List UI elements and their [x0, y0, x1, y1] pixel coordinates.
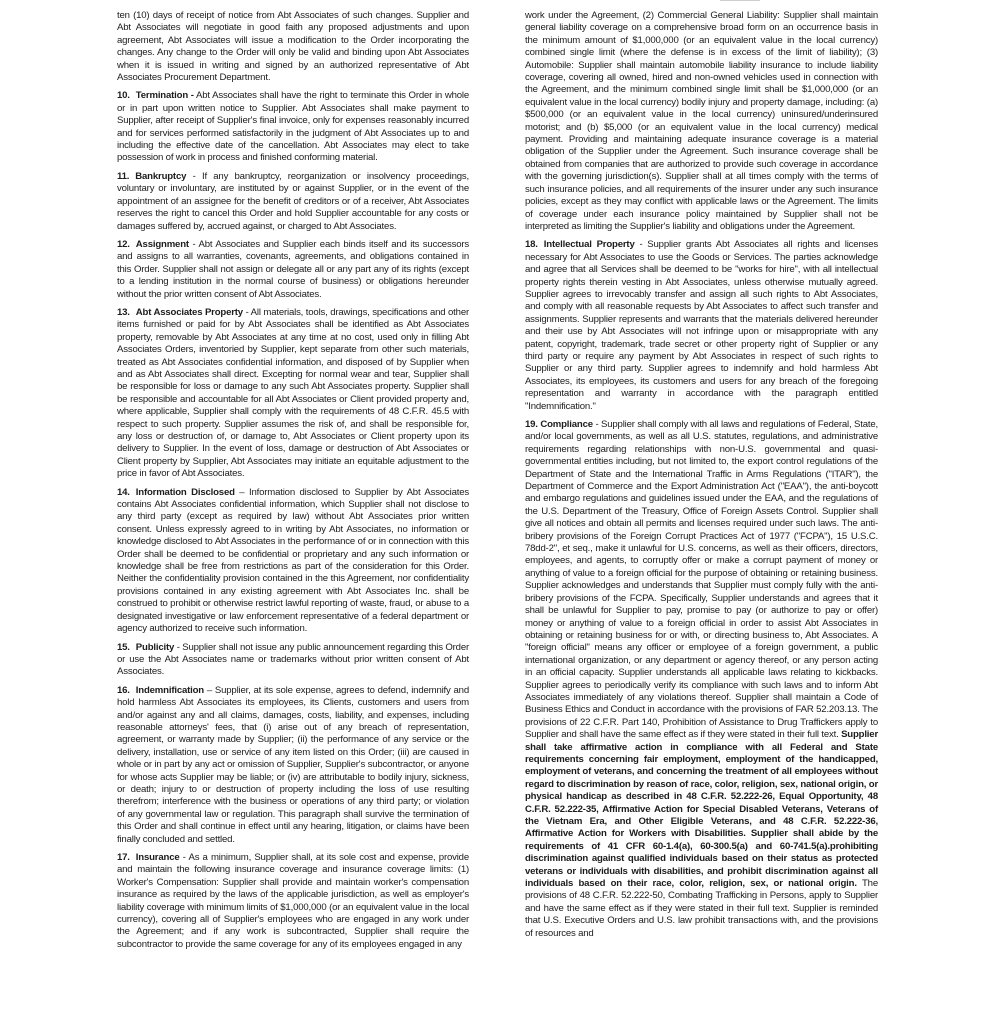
left-column — [117, 10, 469, 957]
section-11-bankruptcy: 11. Bankruptcy - If any bankruptcy, reorganization or insolvency proceedings, voluntary or involuntary, are instituted by or against Supplier, or in the event of the appointment of an assignee for the benefit of creditors or of a receiver, Abt Associates reserves the right to cancel this Order and hold Supplier accountable for any costs or damages suffered by, accrued against, or charged to Abt Associates. — [117, 170, 469, 232]
continued-paragraph: work under the Agreement, (2) Commercial General Liability: Supplier shall maintain general liability coverage on a comprehensive broad form on an occurrence basis in the minimum amount of $1,000,000 (or an equivalent value in the local currency) combined single limit (where the defense is in excess of the limit of liability); (3) Automobile: Supplier shall maintain automobile liability insurance to include liability coverage, covering all owned, hired and non-owned vehicles used in connection with the Agreement, and the minimum combined single limit shall be $1,000,000 (or an equivalent value in the local currency) bodily injury and property damage, including: (a) $500,000 (or an equivalent value in the local currency) uninsured/underinsured motorist; and (b) $5,000 (or an equivalent value in the local currency) medical payment. Providing and maintaining adequate insurance coverage is a material obligation of the Supplier under the Agreement. Such insurance coverage shall be obtained from companies that are authorized to provide such coverage in accordance with the governing jurisdiction(s). Supplier shall at all times comply with the terms of such insurance policies, and all requirements of the insurer under any such insurance policies, except as they may conflict with applicable laws or the Agreement. The limits of coverage under each insurance policy maintained by Supplier shall not be interpreted as limiting the Supplier's liability and obligations under the Agreement. — [525, 10, 878, 232]
section-13-abt-property: 13. Abt Associates Property - All materials, tools, drawings, specifications and other items furnished or paid for by Abt Associates shall be identified as Abt Associates property, removable by Abt Associates at any time at no cost, used only in filling Abt Associates Orders, inventoried by Supplier, kept separate from other such materials, treated as Abt Associates confidential information, and disposed of by Supplier when and as Abt Associates shall direct. Excepting for normal wear and tear, Supplier shall be responsible for loss or damage to any such Abt Associates property. Supplier shall be responsible and accountable for all Abt Associates or Client provided property and, where applicable, Supplier shall comply with the requirements of 48 C.F.R. 45.5 with respect to such property. Supplier assumes the risk of, and shall be responsible for, any loss or destruction of, or damage to, Abt Associates or Client property upon its delivery to Supplier. In the event of loss, damage or destruction of Abt Associates or Client property by Supplier, Abt Associates may initiate an equitable adjustment to the price in favor of Abt Associates. — [117, 306, 469, 480]
section-heading: Bankruptcy — [135, 170, 187, 182]
section-heading: Intellectual Property — [543, 239, 635, 251]
section-heading: Assignment — [135, 238, 189, 250]
section-16-indemnification: 16. Indemnification – Supplier, at its sole expense, agrees to defend, indemnify and hold harmless Abt Associates its employees, its Clients, customers and users from and/or against any and all claims, damages, costs, liability, and expenses, including reasonable attorneys' fees, that (i) arise out of any breach of representation, agreement, or warranty made by Supplier; (ii) the performance of any service or the delivery, installation, use or service of any item listed on this Order; (iii) are caused in whole or in part by any act or omission of Supplier, Supplier's subcontractor, or anyone for whose acts Supplier may be liable; or (iv) are attributable to bodily injury, sickness, or death; injury to or destruction of property including the loss of use resulting therefrom; interference with the business or operations of any third party; or violation of any governmental law or regulation. This paragraph shall survive the termination of this Order and shall continue in effect until any hearing, litigation, or claims have been finally concluded and settled. — [117, 684, 469, 845]
right-column — [525, 10, 878, 946]
section-19-compliance: 19. Compliance - Supplier shall comply with all laws and regulations of Federal, State, and/or local governments, as well as all U.S. statutes, regulations, and administrative requirements regarding relationships with non-U.S. governmental and quasi-governmental entities including, but not limited to, the export control regulations of the Department of State and the International Traffic in Arms Regulations ("ITAR"), the Department of Commerce and the Export Administration Act ("EAA"), the anti-boycott and embargo regulations and guidelines issued under the EAA, and the regulations of the U.S. Department of the Treasury, Office of Foreign Assets Control. Supplier shall give all notices and obtain all permits and licenses required under such laws. The anti-bribery provisions of the Foreign Corrupt Practices Act of 1977 ("FCPA"), 15 U.S.C. 78dd-2", et seq., make it unlawful for U.S. concerns, as well as their officers, directors, employees, and agents, to corruptly offer or make a corrupt payment of money or anything of value to a foreign official for the purpose of obtaining or retaining business. Supplier acknowledges and understands that Supplier must comply fully with the anti-bribery provisions of the FCPA. Specifically, Supplier understands and agrees that it shall be unlawful for Supplier to pay, promise to pay (or authorize to pay or offer) money or anything of value to a foreign official in order to assist Abt Associates in obtaining or retaining business for or with, or directing business to, Abt Associates. A "foreign official" means any officer or employee of a foreign government, a public international organization, or any department or agency thereof, or any person acting in an official capacity. Supplier understands all applicable laws relating to kickbacks. Supplier agrees to periodically verify its compliance with such laws and to inform Abt Associates immediately of any violations thereof. Supplier shall maintain a Code of Business Ethics and Conduct in accordance with the provisions of FAR 52.203.13. The provisions of 22 C.F.R. Part 140, Prohibition of Assistance to Drug Traffickers apply to Supplier and shall have the same effect as if they were stated in their full text. Supplier shall take affirmative action in compliance with all Federal and State requirements concerning fair employment, employment of the handicapped, employment of veterans, and concerning the treatment of all employees without regard to discrimination by reason of race, color, religion, sex, national origin, or physical handicap as described in 48 C.F.R. 52.222-26, Equal Opportunity, 48 C.F.R. 52.222-35, Affirmative Action for Special Disabled Veterans, Veterans of the Vietnam Era, and Other Eligible Veterans, and 48 C.F.R. 52.222-36, Affirmative Action for Workers with Disabilities. Supplier shall abide by the requirements of 41 CFR 60-1.4(a), 60-300.5(a) and 60-741.5(a).prohibiting discrimination against qualified individuals based on their status as protected veterans or individuals with disabilities, and prohibit discrimination against all individuals based on their race, color, religion, sex, or national origin. The provisions of 48 C.F.R. 52.222-50, Combating Trafficking in Persons, apply to Supplier and have the same effect as if they were stated in their full text. Supplier is reminded that U.S. Executive Orders and U.S. law prohibit transactions with, and the provisions of resources and — [525, 419, 879, 939]
section-heading: Compliance — [540, 419, 593, 430]
page-edge-mark — [720, 0, 760, 1]
section-14-information-disclosed: 14. Information Disclosed – Information disclosed to Supplier by Abt Associates contains Abt Associates confidential information, which Supplier shall not disclose to any third party (except as required by law) without Abt Associates prior written consent. Unless expressly agreed to in writing by Abt Associates, no information or knowledge disclosed to Abt Associates in the performance of or in connection with this Order shall be deemed to be confidential or proprietary and any such information or knowledge shall be free from restrictions as part of the consideration for this Order. Neither the confidentiality provision contained in the this Agreement, nor confidentiality provisions contained in any existing agreement with Abt Associates Inc. shall be construed to prohibit or otherwise restrict lawful reporting of waste, fraud, or abuse to a designated investigative or law enforcement representative of a federal department or agency authorized to receive such information. — [117, 486, 469, 635]
affirmative-action-clause: Supplier shall take affirmative action in compliance with all Federal and State requirements concerning fair employment, employment of the handicapped, employment of veterans, and concerning the treatment of all employees without regard to discrimination by reason of race, color, religion, sex, national origin, or physical handicap as described in 48 C.F.R. 52.222-26, Equal Opportunity, 48 C.F.R. 52.222-35, Affirmative Action for Special Disabled Veterans, Veterans of the Vietnam Era, and Other Eligible Veterans, and 48 C.F.R. 52.222-36, Affirmative Action for Workers with Disabilities. Supplier shall abide by the requirements of 41 CFR 60-1.4(a), 60-300.5(a) and 60-741.5(a).prohibiting discrimination against qualified individuals based on their status as protected veterans or individuals with disabilities, and prohibit discrimination against all individuals based on their race, color, religion, sex, or national origin. — [525, 729, 879, 890]
section-12-assignment: 12. Assignment - Abt Associates and Supplier each binds itself and its successors and assigns to all warranties, covenants, agreements, and obligations contained in this Order. Supplier shall not assign or delegate all or any part any of its rights (except to a lending institution in the normal course of business) or obligations hereunder without the prior written consent of Abt Associates. — [117, 238, 469, 300]
section-15-publicity: 15. Publicity - Supplier shall not issue any public announcement regarding this Order or use the Abt Associates name or trademarks without prior written consent of Abt Associates. — [117, 641, 469, 678]
section-heading: Termination - — [135, 90, 194, 102]
section-heading: Publicity — [135, 641, 175, 653]
section-18-intellectual-property: 18. Intellectual Property - Supplier grants Abt Associates all rights and licenses necessary for Abt Associates to use the Goods or Services. The parties acknowledge and agree that all Services shall be deemed to be "works for hire", with all intellectual property rights therein vesting in Abt Associates, unless otherwise mutually agreed. Supplier agrees to irrevocably transfer and assign all such rights to Abt Associates, and comply with all reasonable requests by Abt Associates to affect such transfer and assignments. Supplier represents and warrants that the materials delivered hereunder and their use by Abt Associates will not infringe upon or misappropriate with any patent, copyright, trademark, trade secret or other property right of Supplier or any third party or require any payment by Abt Associates in respect of such rights to Supplier or any third party. Supplier agrees to indemnify and hold harmless Abt Associates, its employees, its customers and users for any breach of the foregoing representation and warranty in accordance with the paragraph entitled "Indemnification." — [525, 239, 879, 412]
section-heading: Indemnification — [135, 684, 204, 696]
section-heading: Information Disclosed — [135, 486, 235, 498]
continued-paragraph: ten (10) days of receipt of notice from Abt Associates of such changes. Supplier and Abt Associates will negotiate in good faith any proposed adjustments and upon agreement, Abt Associates will issue a modification to the Order incorporating the changes. Any change to the Order will only be valid and binding upon Abt Associates when it is issued in writing and signed by an authorized representative of Abt Associates Procurement Department. — [117, 10, 469, 84]
section-heading: Abt Associates Property — [135, 306, 243, 318]
section-17-insurance: 17. Insurance - As a minimum, Supplier shall, at its sole cost and expense, provide and maintain the following insurance coverage and insurance coverage limits: (1) Worker's Compensation: Supplier shall provide and maintain worker's compensation insurance as required by the laws of the applicable jurisdiction, as well as employer's liability coverage with minimum limits of $1,000,000 (or an equivalent value in the local currency), covering all of Supplier's employees who are engaged in any work under the Agreement; and if any work is subcontracted, Supplier shall require the subcontractor to provide the same coverage for any of its employees engaged in any — [117, 852, 469, 950]
section-heading: Insurance — [135, 852, 180, 863]
section-10-termination: 10. Termination - Abt Associates shall have the right to terminate this Order in whole or in part upon written notice to Supplier. Abt Associates shall make payment to Supplier, after receipt of Supplier's final invoice, only for expenses reasonably incurred and for services performed satisfactorily in the judgment of Abt Associates up to and including the effective date of the cancellation. Abt Associates may elect to take possession of work in process and finished conforming material. — [117, 90, 469, 164]
